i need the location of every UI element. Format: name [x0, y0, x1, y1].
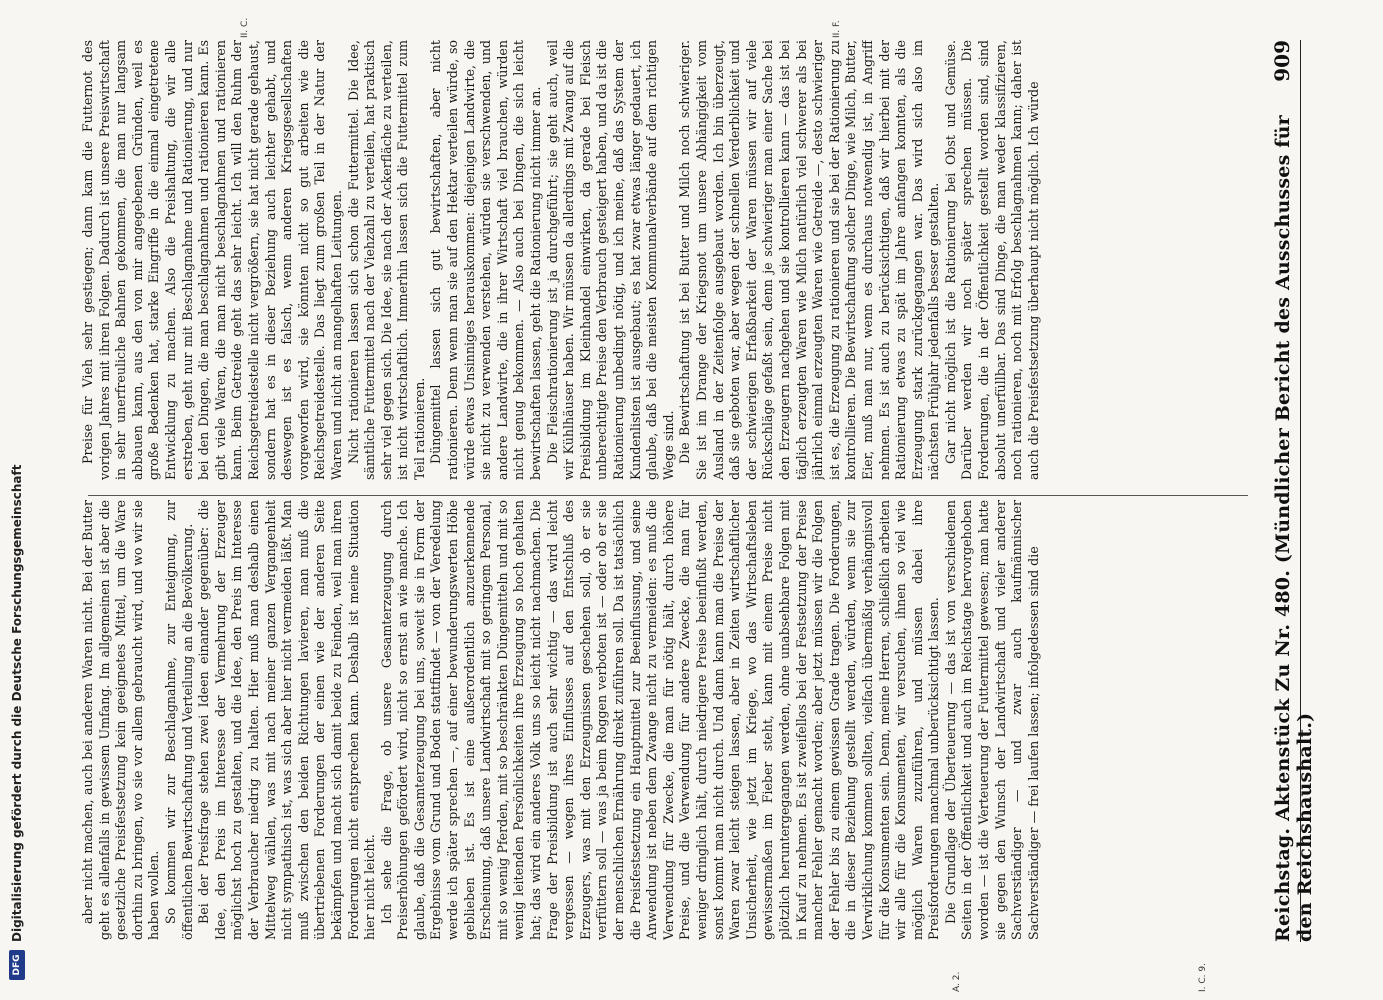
paragraph: Gar nicht möglich ist die Rationierung bei Obst und Gemüse. Darüber werden wir noch später sprechen müssen. Die Forderungen, die in der Öffentlichkeit gestellt worden sind, sind absolut unerfüllbar. Das sind Dinge, die man weder klassifizieren, noch rationieren, noch mit Erfolg beschlagnahmen kann; daher ist auch die Preisfestsetzung überhaupt nicht möglich. Ich würde [942, 40, 1041, 480]
paragraph: Nicht rationieren lassen sich schon die Futtermittel. Die Idee, sämtliche Futtermittel nach der Viehzahl zu verteilen, hat praktisch sehr viel gegen sich. Die Idee, sie nach der Ackerfläche zu verteilen, ist nicht wirtschaftlich. Immerhin lassen sich die Futtermittel zum Teil rationieren. [345, 40, 427, 480]
paragraph: aber nicht machen, auch bei anderen Waren nicht. Bei der Butter geht es allenfalls in gewissem Umfang. Im allgemeinen ist aber die gesetzliche Preisfestsetzung kein geeignetes Mittel, um die Ware dorthin zu bringen, wo sie vor allem gebraucht wird, und wo wir sie haben wollen. [80, 500, 162, 940]
paragraph: Die Bewirtschaftung ist bei Butter und Milch noch schwieriger. Sie ist im Drange der Kriegsnot um unsere Abhängigkeit vom Ausland in der Zeitenfolge ausgebaut worden. Ich bin überzeugt, daß sie geboten war, aber wegen der schnellen Verderblichkeit und der schwierigen Erfaßbarkeit der Waren müssen wir auf viele Rückschläge gefaßt sein, denn je schwieriger man einer Sache bei den Erzeugern nachgehen und sie kontrollieren kann — das ist bei täglich erzeugten Waren wie Milch natürlich viel schwerer als bei jährlich einmal erzeugten Waren wie Getreide —, desto schwieriger ist es, die Erzeugung zu rationieren und sie bei der Rationierung zu kontrollieren. Die Bewirtschaftung solcher Dinge, wie Milch, Butter, Eier, muß man nur, wenn es durchaus notwendig ist, in Angriff nehmen. Es ist auch zu berücksichtigen, daß wir hierbei mit der Rationierung etwas zu spät im Jahre anfangen konnten, als die Erzeugung stark zurückgegangen war. Das wird sich also im nächsten Frühjahr jedenfalls besser gestalten. [677, 40, 942, 480]
paragraph: Ich sehe die Frage, ob unsere Gesamterzeugung durch Preiserhöhungen gefördert wird, nicht so ernst an wie manche. Ich glaube, daß die Gesamterzeugung bei uns, soweit sie in Form der Ergebnisse vom Grund und Boden stattfindet — von der Veredelung werde ich später sprechen —, auf einer bewunderungswerten Höhe geblieben ist. Es ist eine außerordentlich anzuerkennende Erscheinung, daß unsere Landwirtschaft mit so geringem Personal, mit so wenig Pferden, mit so beschränkten Düngemitteln und mit so wenig leitenden Persönlichkeiten ihre Erzeugung so hoch gehalten hat; das wird ein anderes Volk uns so leicht nicht nachmachen. Die Frage der Preisbildung ist auch sehr wichtig — das wird leicht vergessen — wegen ihres Einflusses auf den Entschluß des Erzeugers, was mit den Erzeugnissen geschehen soll, ob er sie verfüttern soll — was ja beim Roggen verboten ist — oder ob er sie der menschlichen Ernährung direkt zuführen soll. Da ist tatsächlich die Preisfestsetzung ein Hauptmittel zur Beeinflussung, und seine Anwendung ist neben dem Zwange nicht zu vermeiden: es muß die Verwendung für Zwecke, die man für nötig hält, durch höhere Preise, und die Verwendung für andere Zwecke, die man für weniger dringlich hält, durch niedrigere Preise beeinflußt werden, sonst kommt man nicht durch. Und dann kann man die Preise der Waren zwar leicht steigen lassen, aber in Zeiten wirtschaftlicher Unsicherheit, wie jetzt im Kriege, wo das Wirtschaftsleben gewissermaßen im Fieber steht, kann mit einem Preise nicht plötzlich heruntergegangen werden, ohne unabsehbare Folgen mit in Kauf zu nehmen. Es ist zweifellos bei der Festsetzung der Preise mancher Fehler gemacht worden; aber jetzt müssen wir die Folgen der Fehler bis zu einem gewissen Grade tragen. Die Forderungen, die in dieser Beziehung gestellt werden, würden, wenn sie zur Verwirklichung kommen sollten, vielfach übermäßig verhängnisvoll für die Konsumenten sein. Denn, meine Herren, schließlich arbeiten wir alle für die Konsumenten, wir versuchen, ihnen so viel wie möglich Waren zuzuführen, und müssen dabei ihre Preisforderungen manchmal unberücksichtigt lassen. [378, 500, 942, 940]
page-title: Reichstag. Aktenstück Zu Nr. 480. (Mündlicher Bericht des Ausschusses für den Reichshaushalt.) [1272, 115, 1316, 942]
margin-note-right-upper: II. F. [832, 20, 842, 38]
page-number: 909 [1270, 40, 1294, 82]
paragraph: Bei der Preisfrage stehen zwei Ideen einander gegenüber: die Idee, den Preis im Interesse der Vermehrung der Erzeuger möglichst hoch zu gestalten, und die Idee, den Preis im Interesse der Verbraucher niedrig zu halten. Hier muß man deshalb einen Mittelweg wählen, was mit nach meiner ganzen Vergangenheit nicht sympathisch ist, was sich aber hier nicht vermeiden läßt. Man muß zwischen den beiden Richtungen lavieren, man muß die übertriebenen Forderungen der einen wie der anderen Seite bekämpfen und macht sich damit beide zu Feinden, weil man ihren Forderungen nicht entsprechen kann. Deshalb ist meine Situation hier nicht leicht. [196, 500, 378, 940]
text-column-right [80, 40, 1258, 480]
paragraph: Preise für Vieh sehr gestiegen; dann kam die Futternot des vorigen Jahres mit ihren Folgen. Dadurch ist unsere Preiswirtschaft in sehr unerfreuliche Bahnen gekommen, die man nur langsam abbauen kann, aus den von mir angegebenen Gründen, weil es große Bedenken hat, starke Eingriffe in die einmal eingetretene Entwicklung zu machen. Also die Preishaltung, die wir alle erstreben, geht nur mit Beschlagnahme und Rationierung, und nur bei den Dingen, die man beschlagnahmen und rationieren kann. Es gibt viele Waren, die man nicht beschlagnahmen und rationieren kann. Beim Getreide geht das sehr leicht. Ich will den Ruhm der Reichsgetreidestelle nicht vergrößern, sie hat nicht gerade gehaust, sondern hat es in dieser Beziehung auch leichter gehabt, und deswegen ist es falsch, wenn anderen Kriegsgesellschaften vorgeworfen wird, sie könnten nicht so gut arbeiten wie die Reichsgetreidestelle. Das liegt zum großen Teil in der Natur der Waren und nicht an mangelhaften Leitungen. [80, 40, 344, 480]
dfg-logo: DFG [9, 950, 25, 980]
page-header [1270, 40, 1316, 942]
margin-note-left-upper: I. C. 9. [1198, 963, 1208, 992]
text-column-left [80, 500, 1258, 940]
margin-note-right-lower: II. C. [240, 17, 250, 38]
credit-text: Digitalisierung gefördert durch die Deutsche Forschungsgemeinschaft [10, 464, 24, 942]
paragraph: Die Fleischrationierung ist ja durchgeführt; sie geht auch, weil wir Kühlhäuser haben. Wir müssen da allerdings mit Zwang auf die Preisbildung im Kleinhandel einwirken, da gerade bei Fleisch unberechtigte Preise den Verbrauch gesteigert haben, und da ist die Rationierung unbedingt nötig, und ich meine, daß das System der Kundenlisten ist ausgebaut; es hat zwar etwas länger gedauert, ich glaube, daß bei die meisten Kommunalverbände auf dem richtigen Wege sind. [544, 40, 676, 480]
column-divider [88, 495, 1248, 496]
paragraph: Düngemittel lassen sich gut bewirtschaften, aber nicht rationieren. Denn wenn man sie auf den Hektar verteilen würde, so würde etwas Unsinniges herauskommen: diejenigen Landwirte, die sie nicht zu verwenden verstehen, würden sie verschwenden, und andere Landwirte, die in ihrer Wirtschaft viel brauchen, würden nicht genug bekommen. — Also auch bei Dingen, die sich leicht bewirtschaften lassen, geht die Rationierung nicht immer an. [428, 40, 544, 480]
margin-note-left-lower: A. 2. [952, 971, 962, 992]
digitization-credit [6, 465, 28, 980]
paragraph: So kommen wir zur Beschlagnahme, zur Enteignung, zur öffentlichen Bewirtschaftung und Verteilung an die Bevölkerung. [162, 500, 195, 940]
paragraph: Die Grundlage der Überteuerung — das ist von verschiedenen Seiten in der Öffentlichkeit und auch im Reichstage hervorgehoben worden — ist die Verteuerung der Futtermittel gewesen; man hatte sie gegen den Wunsch der Landwirtschaft und vieler anderer Sachverständiger — und zwar auch kaufmännischer Sachverständiger — frei laufen lassen; infolgedessen sind die [942, 500, 1041, 940]
